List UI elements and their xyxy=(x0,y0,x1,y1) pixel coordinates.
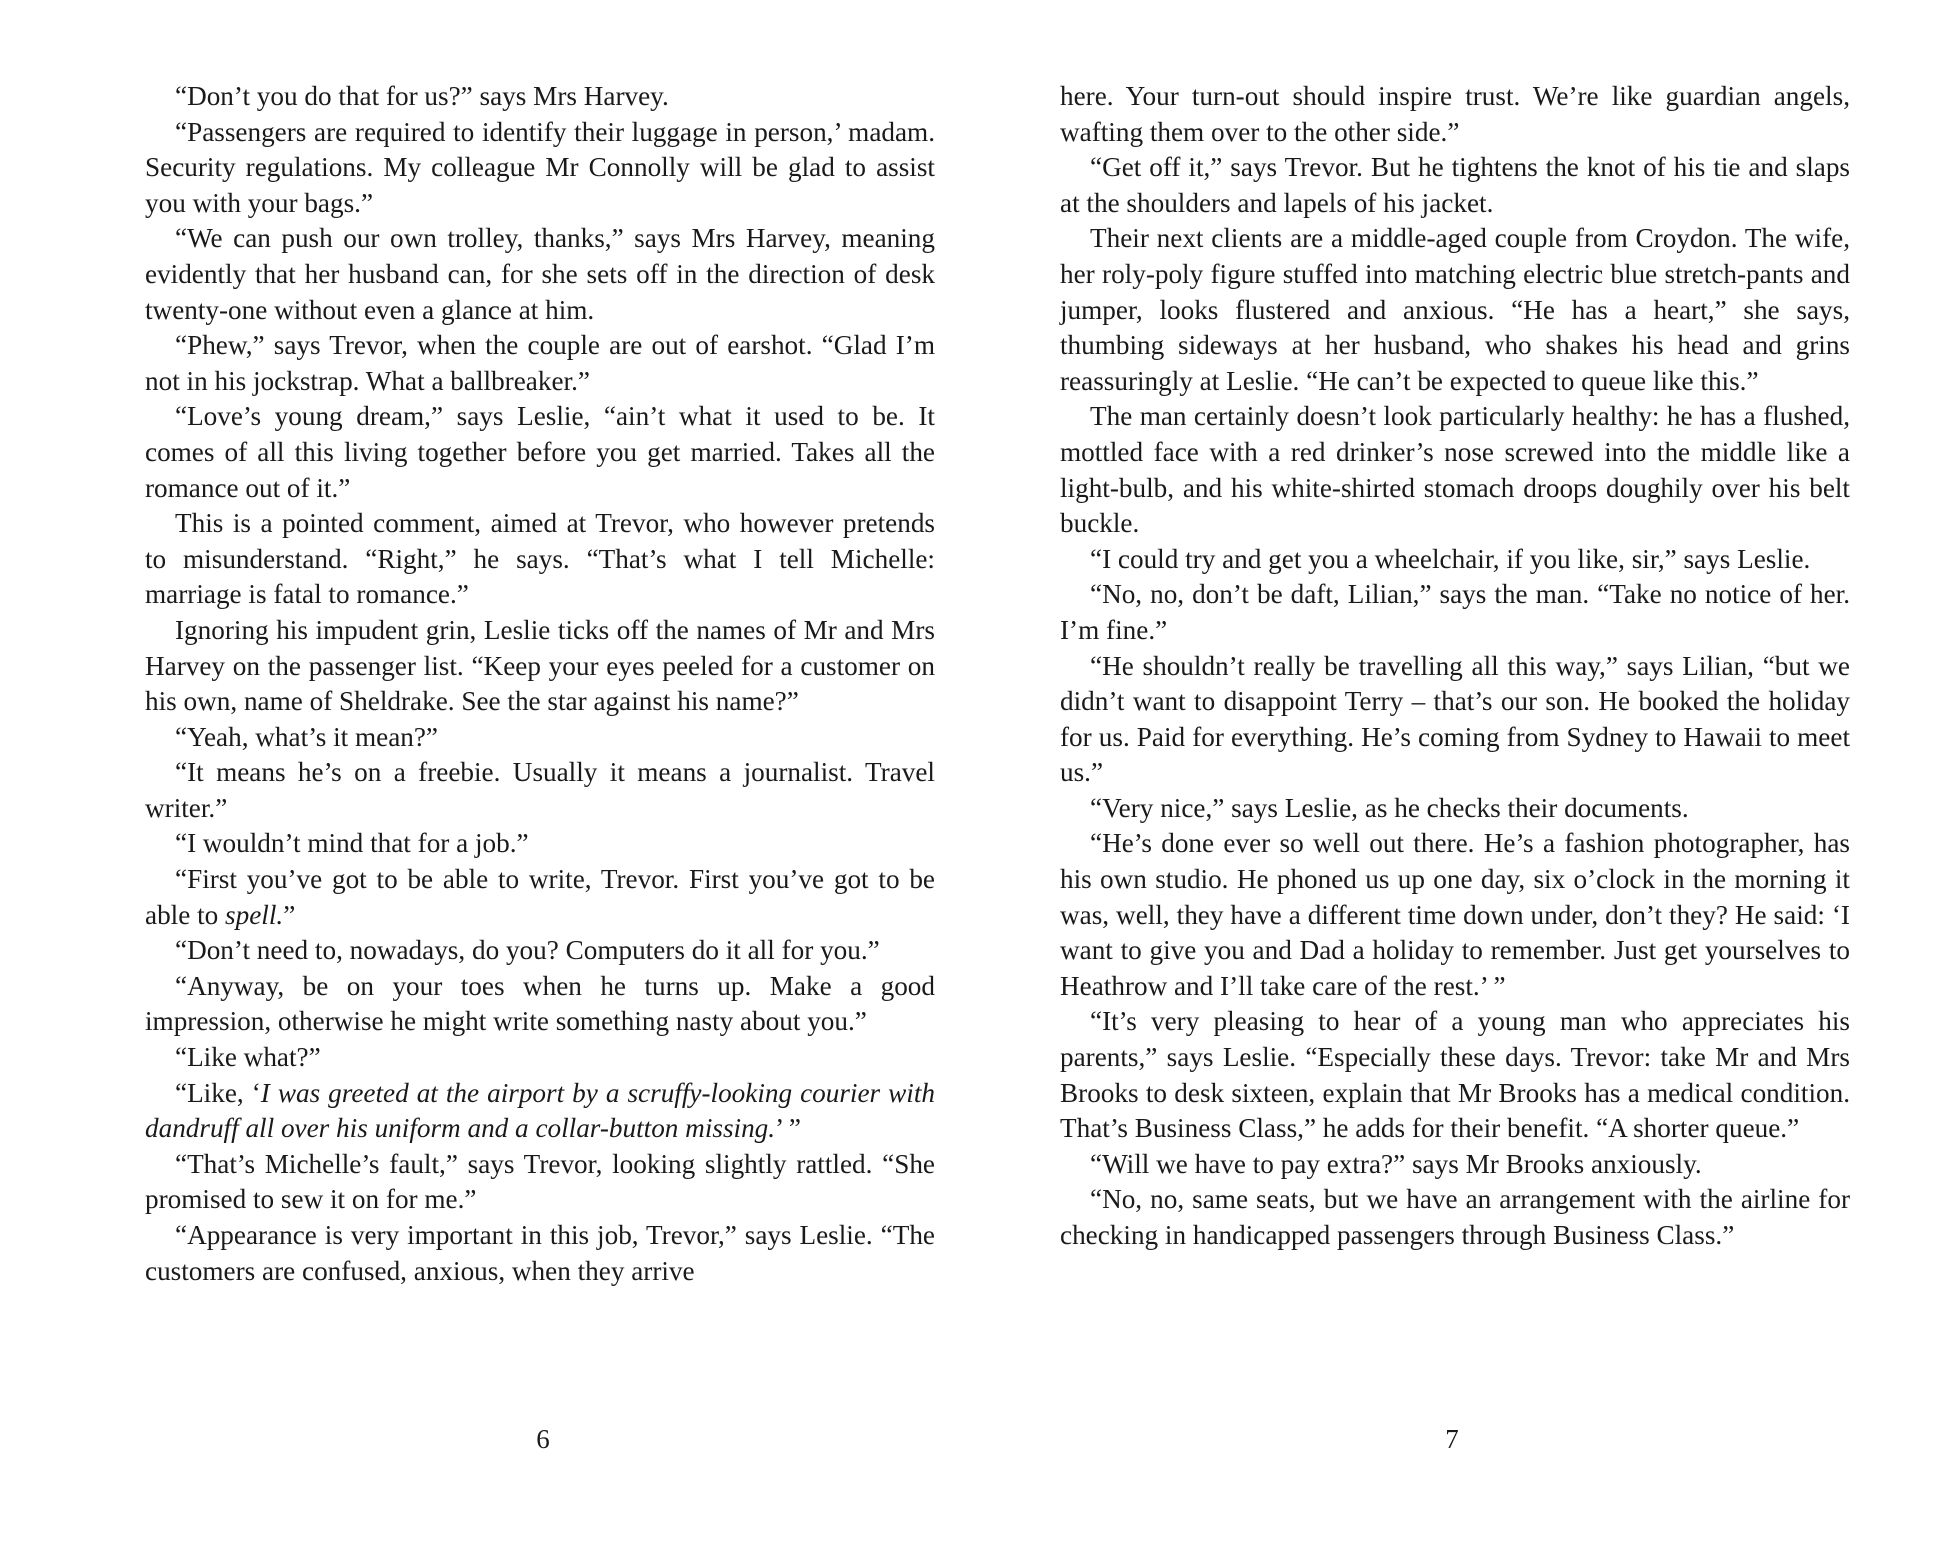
paragraph: “I could try and get you a wheelchair, if you like, sir,” says Leslie. xyxy=(1090,543,1811,574)
right-page-body xyxy=(1060,79,1850,1254)
paragraph xyxy=(145,862,935,933)
left-page-body xyxy=(145,79,935,1289)
paragraph: Their next clients are a middle-aged couple from Croydon. The wife, her roly-poly figure stuffed into matching electric blue stretch-pants and jumper, looks flustered and anxious. “He has a heart,” she says, thumbing sideways at her husband, who shakes his head and grins reassuringly at Leslie. “He can’t be expected to queue like this.” xyxy=(1060,223,1850,396)
page-number-left: 6 xyxy=(536,1424,550,1454)
left-page xyxy=(145,79,935,1289)
right-page xyxy=(1060,79,1850,1254)
paragraph: “Will we have to pay extra?” says Mr Brooks anxiously. xyxy=(1090,1148,1702,1179)
paragraph: “We can push our own trolley, thanks,” says Mrs Harvey, meaning evidently that her husband can, for she sets off in the direction of desk twenty-one without even a glance at him. xyxy=(145,223,935,325)
paragraph: “It means he’s on a freebie. Usually it means a journalist. Travel writer.” xyxy=(145,757,935,823)
paragraph: Ignoring his impudent grin, Leslie ticks off the names of Mr and Mrs Harvey on the passenger list. “Keep your eyes peeled for a customer on his own, name of Sheldrake. See the star against his name?” xyxy=(145,614,935,717)
paragraph: “He shouldn’t really be travelling all this way,” says Lilian, “but we didn’t want to disappoint Terry – that’s our son. He booked the holiday for us. Paid for everything. He’s coming from Sydney to Hawaii to meet us.” xyxy=(1060,650,1850,788)
paragraph-text: “First you’ve got to be able to write, Trevor. First you’ve got to be able to xyxy=(145,864,935,930)
paragraph: “Anyway, be on your toes when he turns up. Make a good impression, otherwise he might write something nasty about you.” xyxy=(145,970,935,1037)
paragraph xyxy=(145,1076,935,1147)
paragraph: “That’s Michelle’s fault,” says Trevor, looking slightly rattled. “She promised to sew it on for me.” xyxy=(145,1148,935,1215)
paragraph-text: “Like, ‘ xyxy=(175,1077,261,1108)
paragraph: “Like what?” xyxy=(175,1042,321,1073)
paragraph-text: ’ ” xyxy=(775,1113,801,1144)
paragraph: “Don’t need to, nowadays, do you? Computers do it all for you.” xyxy=(175,935,880,966)
paragraph: “He’s done ever so well out there. He’s a fashion photographer, has his own studio. He phoned us up one day, six o’clock in the morning it was, well, they have a different time down under, don’t they? He said: ‘I want to give you and Dad a holiday to remember. Just get yourselves to Heathrow and I’ll take care of the rest.’ ” xyxy=(1060,828,1850,1001)
paragraph: “Don’t you do that for us?” says Mrs Harvey. xyxy=(175,81,669,111)
italic-text: I was greeted at the airport by a scruffy-looking courier with dandruff all over his uniform and a collar-button missing. xyxy=(145,1077,935,1144)
paragraph: This is a pointed comment, aimed at Trevor, who however pretends to misunderstand. “Right,” he says. “That’s what I tell Michelle: marriage is fatal to romance.” xyxy=(145,508,935,610)
paragraph: “I wouldn’t mind that for a job.” xyxy=(175,828,529,859)
italic-text: spell. xyxy=(225,899,284,930)
paragraph: The man certainly doesn’t look particularly healthy: he has a flushed, mottled face with a red drinker’s nose screwed into the middle like a light-bulb, and his white-shirted stomach droops doughily over his belt buckle. xyxy=(1060,401,1850,539)
paragraph: “Yeah, what’s it mean?” xyxy=(175,721,438,752)
paragraph: “No, no, same seats, but we have an arrangement with the airline for checking in handicapped passengers through Business Class.” xyxy=(1060,1184,1850,1250)
paragraph: “Phew,” says Trevor, when the couple are out of earshot. “Glad I’m not in his jockstrap. What a ballbreaker.” xyxy=(145,330,935,396)
paragraph: “It’s very pleasing to hear of a young man who appreciates his parents,” says Leslie. “Especially these days. Trevor: take Mr and Mrs Brooks to desk sixteen, explain that Mr Brooks has a medical condition. That’s Business Class,” he adds for their benefit. “A shorter queue.” xyxy=(1060,1006,1850,1144)
paragraph: “No, no, don’t be daft, Lilian,” says the man. “Take no notice of her. I’m fine.” xyxy=(1060,579,1850,645)
page-number-right: 7 xyxy=(1445,1424,1459,1454)
paragraph: here. Your turn-out should inspire trust. We’re like guardian angels, wafting them over to the other side.” xyxy=(1060,81,1850,147)
paragraph: “Passengers are required to identify their luggage in person,’ madam. Security regulations. My colleague Mr Connolly will be glad to assist you with your bags.” xyxy=(145,116,935,218)
paragraph: “Get off it,” says Trevor. But he tightens the knot of his tie and slaps at the shoulders and lapels of his jacket. xyxy=(1060,152,1850,218)
paragraph: “Very nice,” says Leslie, as he checks their documents. xyxy=(1090,792,1689,823)
paragraph: “Love’s young dream,” says Leslie, “ain’t what it used to be. It comes of all this living together before you get married. Takes all the romance out of it.” xyxy=(145,401,935,503)
paragraph: “Appearance is very important in this job, Trevor,” says Leslie. “The customers are confused, anxious, when they arrive xyxy=(145,1220,935,1286)
paragraph-text: ” xyxy=(283,899,296,930)
